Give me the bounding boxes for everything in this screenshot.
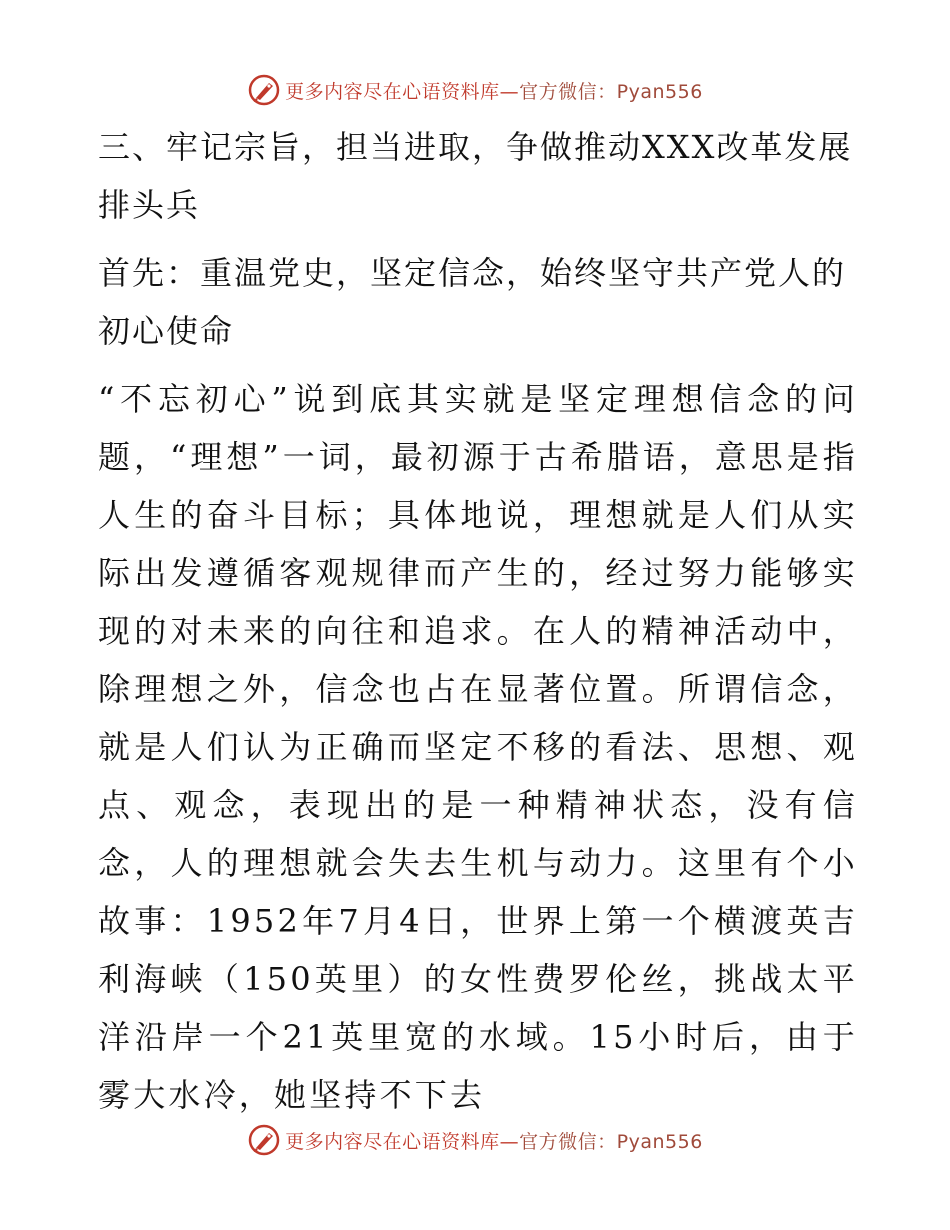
watermark-text xyxy=(285,1127,703,1154)
watermark-separator: — xyxy=(499,1130,520,1153)
watermark-text xyxy=(285,77,703,104)
watermark-banner-top xyxy=(0,70,950,110)
document-body xyxy=(98,118,858,1124)
watermark-brand: 更多内容尽在心语资料库 xyxy=(285,80,500,103)
body-paragraph: “不忘初心”说到底其实就是坚定理想信念的问题，“理想”一词，最初源于古希腊语，意思是指人生的奋斗目标；具体地说，理想就是人们从实际出发遵循客观规律而产生的，经过努力能够实现的对未来的向往和追求。在人的精神活动中，除理想之外，信念也占在显著位置。所谓信念，就是人们认为正确而坚定不移的看法、思想、观点、观念，表现出的是一种精神状态，没有信念，人的理想就会失去生机与动力。这里有个小故事：1952年7月4日，世界上第一个横渡英吉利海峡（150英里）的女性费罗伦丝，挑战太平洋沿岸一个21英里宽的水域。15小时后，由于雾大水冷，她坚持不下去 xyxy=(98,380,858,1114)
watermark-contact: 官方微信：Pyan556 xyxy=(519,80,703,103)
pen-logo-icon xyxy=(247,73,281,107)
watermark-separator: — xyxy=(499,80,520,103)
watermark-banner-bottom xyxy=(0,1120,950,1160)
watermark-contact: 官方微信：Pyan556 xyxy=(519,1130,703,1153)
watermark-brand: 更多内容尽在心语资料库 xyxy=(285,1130,500,1153)
pen-logo-icon xyxy=(247,1123,281,1157)
sub-heading: 首先：重温党史，坚定信念，始终坚守共产党人的初心使命 xyxy=(98,254,847,350)
section-heading: 三、牢记宗旨，担当进取，争做推动XXX改革发展排头兵 xyxy=(98,128,853,224)
